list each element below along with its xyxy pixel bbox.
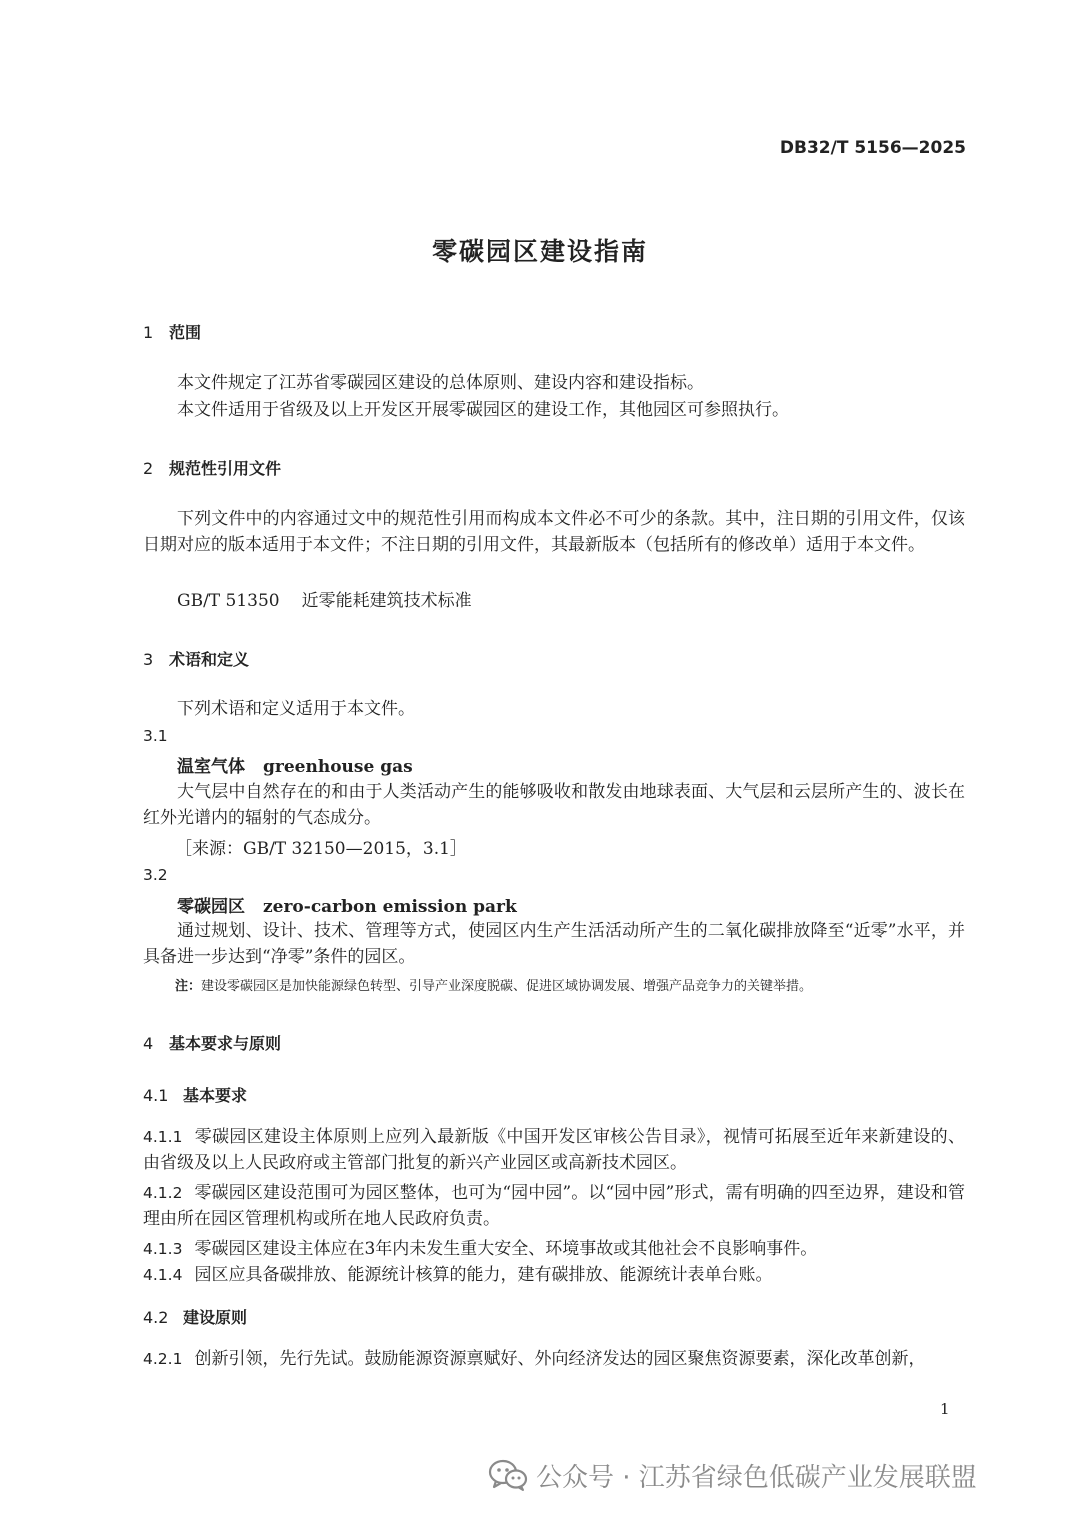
subsection-title: 建设原则 [183,1308,248,1327]
subsection-number: 4.1 [143,1086,169,1105]
clause-number: 4.1.4 [143,1266,183,1284]
term-definition: 大气层中自然存在的和由于人类活动产生的能够吸收和散发由地球表面、大气层和云层所产生的、波长在红外光谱内的辐射的气态成分。 [143,782,965,828]
term-en: zero-carbon emission park [263,897,517,917]
clause-number: 4.1.2 [143,1184,183,1202]
reference-code: GB/T 51350 [177,591,280,611]
section-1-heading [143,320,201,343]
term-note [175,975,812,994]
clause [143,1262,965,1288]
term-zh: 零碳园区 [177,897,245,917]
note-label: 注： [175,979,202,994]
term-heading [177,892,517,917]
section-title: 规范性引用文件 [169,459,282,478]
clause-text: 创新引领，先行先试。鼓励能源资源禀赋好、外向经济发达的园区聚焦资源要素，深化改革创新， [194,1349,926,1369]
clause [143,1236,965,1262]
term-source: ［来源：GB/T 32150—2015，3.1］ [175,839,467,859]
subsection-number: 4.2 [143,1308,169,1327]
standard-number: DB32/T 5156—2025 [779,138,966,158]
term-heading [177,752,413,777]
section-3-heading [143,647,249,670]
clause-text: 零碳园区建设主体原则上应列入最新版《中国开发区审核公告目录》，视情可拓展至近年来新建设的、由省级及以上人民政府或主管部门批复的新兴产业园区或高新技术园区。 [143,1127,965,1173]
clause-number: 4.1.3 [143,1240,183,1258]
term-en: greenhouse gas [263,757,413,777]
section-number: 2 [143,459,154,478]
section-number: 1 [143,323,154,342]
watermark [488,1455,977,1495]
subsection-title: 基本要求 [183,1086,248,1105]
clause-text: 零碳园区建设主体应在3年内未发生重大安全、环境事故或其他社会不良影响事件。 [194,1239,818,1259]
section-title: 范围 [169,323,202,342]
term-zh: 温室气体 [177,757,245,777]
subsection-4-2-heading [143,1305,247,1328]
term-number: 3.1 [143,727,168,745]
term-definition: 通过规划、设计、技术、管理等方式，使园区内生产生活活动所产生的二氧化碳排放降至“近零”水平，并具备进一步达到“净零”条件的园区。 [143,921,965,967]
clause [143,1124,965,1176]
section-2-heading [143,456,281,479]
paragraph: 本文件规定了江苏省零碳园区建设的总体原则、建设内容和建设指标。 [177,373,704,393]
clause [143,1346,965,1372]
term-number: 3.2 [143,866,168,884]
section-title: 基本要求与原则 [169,1034,282,1053]
paragraph: 下列文件中的内容通过文中的规范性引用而构成本文件必不可少的条款。其中，注日期的引用文件，仅该日期对应的版本适用于本文件；不注日期的引用文件，其最新版本（包括所有的修改单）适用于本文件。 [143,509,965,555]
clause-text: 园区应具备碳排放、能源统计核算的能力，建有碳排放、能源统计表单台账。 [194,1265,773,1285]
wechat-icon [488,1458,528,1492]
section-4-heading [143,1031,281,1054]
subsection-4-1-heading [143,1083,247,1106]
page-number: 1 [940,1400,950,1418]
paragraph: 本文件适用于省级及以上开发区开展零碳园区的建设工作，其他园区可参照执行。 [177,400,789,420]
clause [143,1180,965,1232]
section-number: 4 [143,1034,154,1053]
section-number: 3 [143,650,154,669]
section-title: 术语和定义 [169,650,250,669]
document-title: 零碳园区建设指南 [431,237,648,266]
note-text: 建设零碳园区是加快能源绿色转型、引导产业深度脱碳、促进区域协调发展、增强产品竞争力的关键举措。 [201,979,813,994]
reference-title: 近零能耗建筑技术标准 [301,591,472,611]
clause-number: 4.1.1 [143,1128,183,1146]
normative-reference [177,588,472,614]
paragraph: 下列术语和定义适用于本文件。 [177,699,415,719]
watermark-text: 公众号 · 江苏省绿色低碳产业发展联盟 [536,1462,977,1493]
clause-number: 4.2.1 [143,1350,183,1368]
clause-text: 零碳园区建设范围可为园区整体，也可为“园中园”。以“园中园”形式，需有明确的四至边界，建设和管理由所在园区管理机构或所在地人民政府负责。 [143,1183,965,1229]
